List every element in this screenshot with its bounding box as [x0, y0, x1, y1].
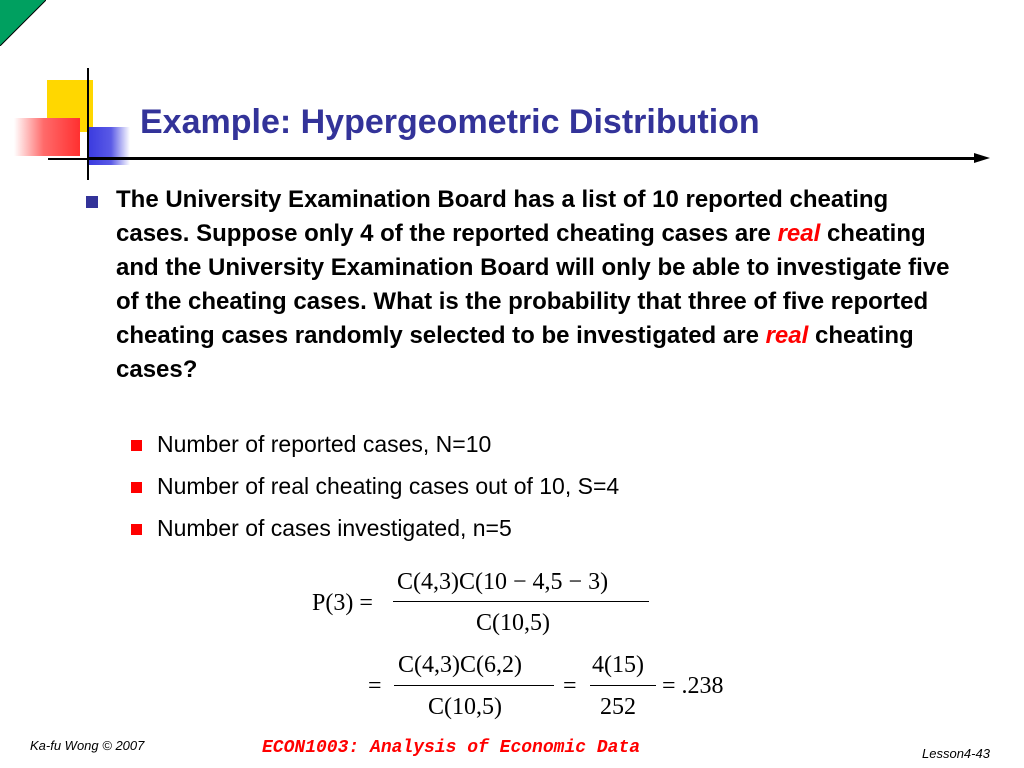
logo-red-square: [14, 118, 80, 156]
title-underline: [88, 157, 978, 160]
formula-denominator-2: C(10,5): [428, 694, 502, 720]
formula-equals-3: =: [563, 673, 577, 699]
emphasis-real-1: real: [777, 220, 821, 247]
footer-author: Ka-fu Wong © 2007: [30, 738, 145, 753]
formula-denominator-1: C(10,5): [476, 610, 550, 636]
emphasis-real-2: real: [765, 322, 809, 349]
fraction-bar-3: [590, 685, 656, 686]
formula-numerator-1: C(4,3)C(10 − 4,5 − 3): [397, 569, 609, 595]
formula-lhs: P(3) =: [312, 590, 373, 616]
bullet-text-part1: The University Examination Board has a list of 10 reported cheating cases. Suppose only 4 of the reported cheating cases are: [116, 186, 889, 247]
bullet-text-part3: cheating cases?: [116, 322, 914, 383]
fraction-bar-2: [394, 685, 554, 686]
main-bullet-text: [116, 183, 966, 387]
formula-equals-2: =: [368, 673, 382, 699]
formula-denominator-3: 252: [600, 694, 636, 720]
sub-bullet-real-cases: Number of real cheating cases out of 10, S=4: [157, 473, 620, 499]
sub-bullet-icon: [131, 482, 142, 493]
footer-slide-number: Lesson4-43: [922, 746, 990, 761]
fraction-bar-1: [393, 601, 649, 602]
sub-bullet-reported-cases: Number of reported cases, N=10: [157, 431, 492, 457]
title-arrow-icon: [974, 153, 990, 163]
formula-numerator-3: 4(15): [592, 652, 644, 678]
slide-title: Example: Hypergeometric Distribution: [140, 103, 760, 141]
sub-bullet-investigated: Number of cases investigated, n=5: [157, 515, 512, 541]
bullet-square-icon: [86, 196, 98, 208]
formula-numerator-2: C(4,3)C(6,2): [398, 652, 522, 678]
logo-vertical-line: [87, 68, 89, 180]
corner-decoration: [0, 0, 46, 46]
bullet-text-part2: cheating and the University Examination Board will only be able to investigate five of the cheating cases. What is the probability that three of five reported cheating cases randomly selected to be investigated are: [116, 220, 950, 349]
formula-result: = .238: [662, 673, 724, 699]
sub-bullet-icon: [131, 440, 142, 451]
footer-course-title: ECON1003: Analysis of Economic Data: [262, 738, 641, 758]
sub-bullet-icon: [131, 524, 142, 535]
